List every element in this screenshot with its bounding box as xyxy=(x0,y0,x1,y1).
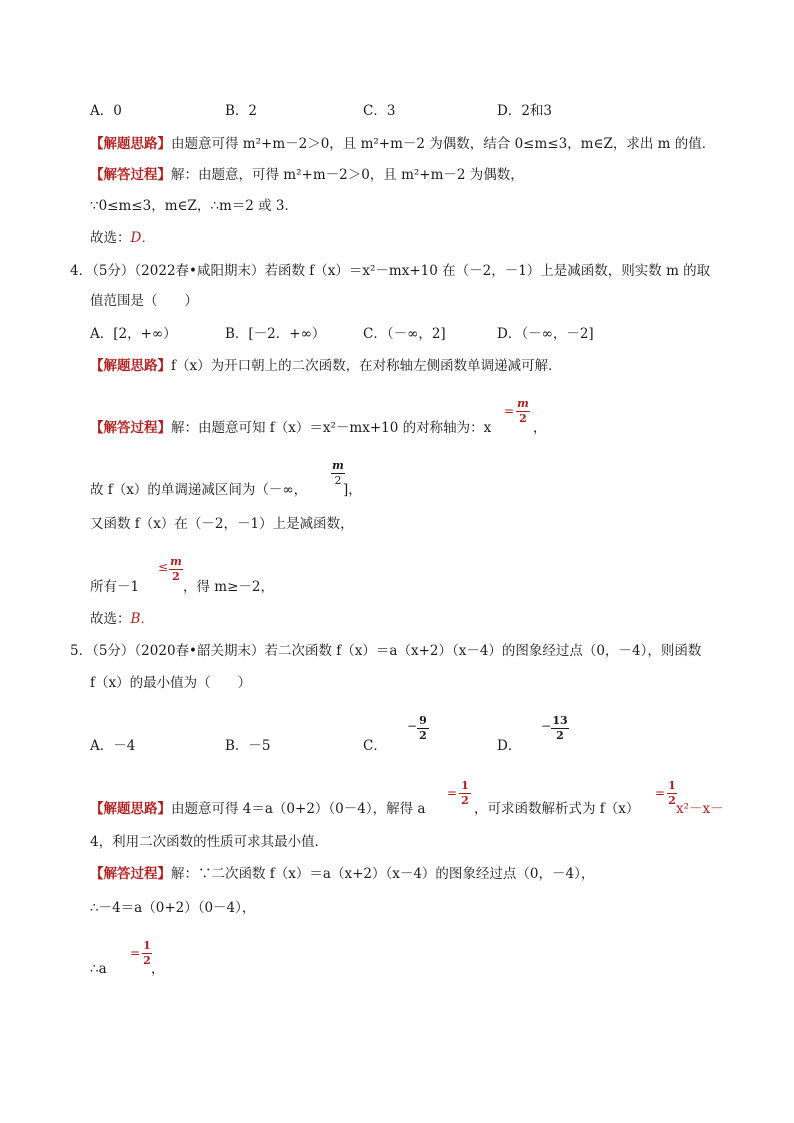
q3-answer-label: 故选： xyxy=(90,230,131,246)
q5-eq-line: ∴－4＝a（0+2）（0－4）， xyxy=(90,900,256,916)
q4-so-frac-num: m xyxy=(170,555,182,568)
q3-idea-tag: 【解题思路】 xyxy=(90,136,171,152)
q3-option-b: B．2 xyxy=(225,103,258,119)
q5-process-line xyxy=(90,864,594,884)
q4-answer-label: 故选： xyxy=(90,611,131,627)
q5-stem-line1 xyxy=(70,641,701,661)
q5-idea-line xyxy=(90,799,425,819)
q4-axis-comma: ， xyxy=(533,420,547,436)
q5-stem-line2: f（x）的最小值为（ ） xyxy=(90,675,252,691)
q3-answer-line xyxy=(90,228,155,248)
q5-option-d-minus: − xyxy=(541,719,552,733)
q5-a-line: ∴a xyxy=(90,961,107,977)
q5-option-c-minus: − xyxy=(407,719,418,733)
q4-option-d: D．（－∞，－2] xyxy=(497,326,594,342)
q5-f-equals: = xyxy=(655,786,666,800)
q5-a-line-frac-num: 1 xyxy=(143,939,151,952)
q5-a-fraction xyxy=(459,780,471,807)
q5-a-line-equals: = xyxy=(130,946,141,960)
q5-a-equals: = xyxy=(447,786,458,800)
q3-process-tag: 【解答过程】 xyxy=(90,167,171,183)
q5-option-c-den: 2 xyxy=(419,729,427,742)
q4-decrease-line-end: ]， xyxy=(343,482,362,498)
q5-idea-text-a: 由题意可得 4＝a（0+2）（0－4），解得 a xyxy=(171,801,426,817)
q4-also-line: 又函数 f（x）在（－2，－1）上是减函数， xyxy=(90,516,354,532)
q4-option-b: B．[－2．+∞） xyxy=(225,326,326,342)
q4-stem-line2: 值范围是（ ） xyxy=(90,293,198,309)
q5-option-c-fraction xyxy=(417,715,429,742)
q3-process-text: 解：由题意，可得 m²+m－2＞0，且 m²+m－2 为偶数， xyxy=(171,167,524,183)
q5-option-b: B．－5 xyxy=(225,738,271,754)
q4-answer-line xyxy=(90,609,154,629)
q4-option-c: C．（－∞，2] xyxy=(363,326,446,342)
q5-f-frac-num: 1 xyxy=(668,779,676,792)
q4-answer: B． xyxy=(130,611,154,627)
q5-process-text: 解：∵二次函数 f（x）＝a（x+2）（x－4）的图象经过点（0，－4）， xyxy=(171,866,595,882)
q5-idea-text-d: 4，利用二次函数的性质可求其最小值． xyxy=(90,834,329,850)
q4-leq-sign: ≤ xyxy=(158,560,169,574)
q5-option-c-num: 9 xyxy=(419,714,427,727)
q5-idea-text-c: x²－x－ xyxy=(676,801,724,817)
q5-idea-tag: 【解题思路】 xyxy=(90,801,171,817)
q5-stem-text1: （5分）（2020春•韶关期末）若二次函数 f（x）＝a（x+2）（x－4）的图象经过点（0，－4），则函数 xyxy=(92,643,702,659)
q4-axis-equals: = xyxy=(504,404,515,418)
q5-idea-text-b: ，可求函数解析式为 f（x） xyxy=(474,801,640,817)
q5-process-tag: 【解答过程】 xyxy=(90,866,171,882)
q5-option-a: A．－4 xyxy=(90,738,136,754)
q4-so-frac-den: 2 xyxy=(172,570,180,583)
q5-option-d-den: 2 xyxy=(556,729,564,742)
q4-process-text: 解：由题意可知 f（x）＝x²－mx+10 的对称轴为：x xyxy=(171,420,492,436)
q4-axis-frac-num: m xyxy=(517,397,529,410)
q5-a-frac-den: 2 xyxy=(461,794,469,807)
q4-idea-tag: 【解题思路】 xyxy=(90,358,171,374)
q3-process-line xyxy=(90,165,524,185)
q4-so-line-pre: 所有－1 xyxy=(90,579,140,595)
q4-option-a: A．[2，+∞） xyxy=(90,326,177,342)
q3-option-d: D．2和3 xyxy=(497,103,553,119)
q4-axis-frac-den: 2 xyxy=(519,412,527,425)
q5-option-d-fraction xyxy=(551,715,569,742)
q4-decrease-frac-den: 2 xyxy=(334,474,342,487)
q5-a-frac-num: 1 xyxy=(461,779,469,792)
q5-option-d-num: 13 xyxy=(552,714,568,727)
q4-stem-line1 xyxy=(70,261,710,281)
q5-option-d: D． xyxy=(497,738,522,754)
q5-a-line-frac-den: 2 xyxy=(143,954,151,967)
q4-so-fraction xyxy=(169,556,183,583)
q4-process-line xyxy=(90,418,491,438)
q3-idea-text: 由题意可得 m²+m－2＞0，且 m²+m－2 为偶数，结合 0≤m≤3，m∈Z，求出 m 的值． xyxy=(171,136,716,152)
q5-option-c: C． xyxy=(363,738,387,754)
q5-number: 5． xyxy=(70,643,93,659)
q4-number: 4． xyxy=(70,263,93,279)
q4-stem-text1: （5分）（2022春•咸阳期末）若函数 f（x）＝x²－mx+10 在（－2，－1）上是减函数，则实数 m 的取 xyxy=(92,263,711,279)
q3-idea-line xyxy=(90,134,715,154)
q4-axis-fraction xyxy=(516,398,530,425)
q4-decrease-frac-num: m xyxy=(332,459,344,472)
q3-line2: ∵0≤m≤3，m∈Z，∴m＝2 或 3． xyxy=(90,198,299,214)
q3-option-c: C．3 xyxy=(363,103,396,119)
q5-a-line-comma: ， xyxy=(151,961,165,977)
q3-option-a: A．0 xyxy=(90,103,122,119)
q3-answer: D． xyxy=(130,230,155,246)
q4-process-tag: 【解答过程】 xyxy=(90,420,171,436)
q4-idea-line xyxy=(90,356,562,376)
q4-decrease-line: 故 f（x）的单调递减区间为（－∞， xyxy=(90,482,308,498)
q4-idea-text: f（x）为开口朝上的二次函数，在对称轴左侧函数单调递减可解． xyxy=(171,358,562,374)
q5-f-frac-den: 2 xyxy=(668,794,676,807)
q4-so-line-post: ，得 m≥－2， xyxy=(183,579,274,595)
